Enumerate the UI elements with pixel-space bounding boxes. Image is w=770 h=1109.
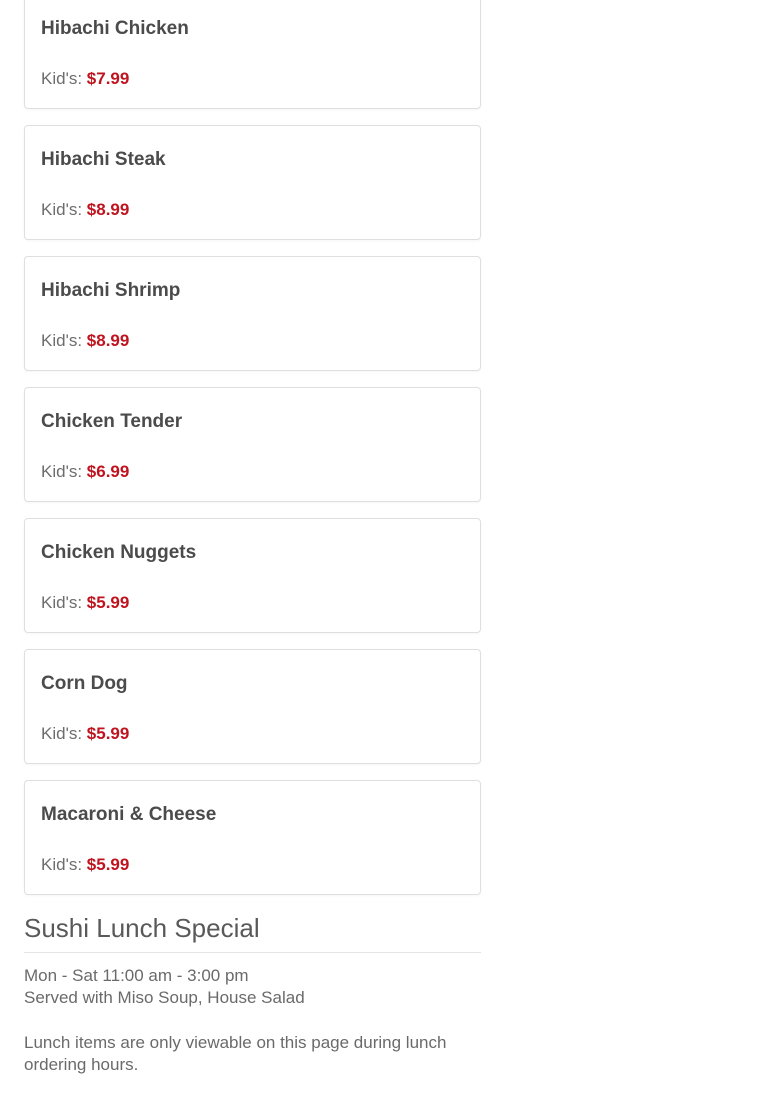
menu-content-column [24,0,481,1076]
menu-item-price-line [41,67,464,90]
menu-item-card[interactable] [24,256,481,371]
price-size-label: Kid's: [41,69,83,88]
price-value: $5.99 [86,855,130,874]
price-size-label: Kid's: [41,855,83,874]
price-value: $8.99 [86,200,130,219]
menu-item-name: Hibachi Steak [41,149,166,170]
menu-item-card[interactable] [24,649,481,764]
price-size-label: Kid's: [41,593,83,612]
menu-item-name: Chicken Tender [41,411,183,432]
menu-item-name: Chicken Nuggets [41,542,197,563]
menu-item-name: Macaroni & Cheese [41,804,217,825]
menu-item-price-line [41,591,464,614]
section-title: Sushi Lunch Special [24,913,260,943]
menu-item-card[interactable] [24,0,481,109]
menu-item-list [24,0,481,895]
price-size-label: Kid's: [41,462,83,481]
menu-item-price-line [41,722,464,745]
menu-item-price-line [41,460,464,483]
menu-item-name: Hibachi Chicken [41,18,189,39]
served-with-line: Served with Miso Soup, House Salad [24,988,305,1007]
price-value: $7.99 [86,69,130,88]
menu-item-name: Corn Dog [41,673,128,694]
menu-item-card[interactable] [24,518,481,633]
menu-item-price-line [41,329,464,352]
menu-item-card[interactable] [24,780,481,895]
section-divider [24,952,481,953]
price-value: $5.99 [86,593,130,612]
hours-line: Mon - Sat 11:00 am - 3:00 pm [24,966,249,985]
price-size-label: Kid's: [41,200,83,219]
menu-item-card[interactable] [24,125,481,240]
price-size-label: Kid's: [41,331,83,350]
menu-item-card[interactable] [24,387,481,502]
menu-item-price-line [41,853,464,876]
price-value: $6.99 [86,462,130,481]
lunch-availability-note: Lunch items are only viewable on this page during lunch ordering hours. [24,1033,447,1074]
price-size-label: Kid's: [41,724,83,743]
price-value: $5.99 [86,724,130,743]
section-hours-block [24,965,481,1009]
menu-item-price-line [41,198,464,221]
price-value: $8.99 [86,331,130,350]
menu-item-name: Hibachi Shrimp [41,280,181,301]
